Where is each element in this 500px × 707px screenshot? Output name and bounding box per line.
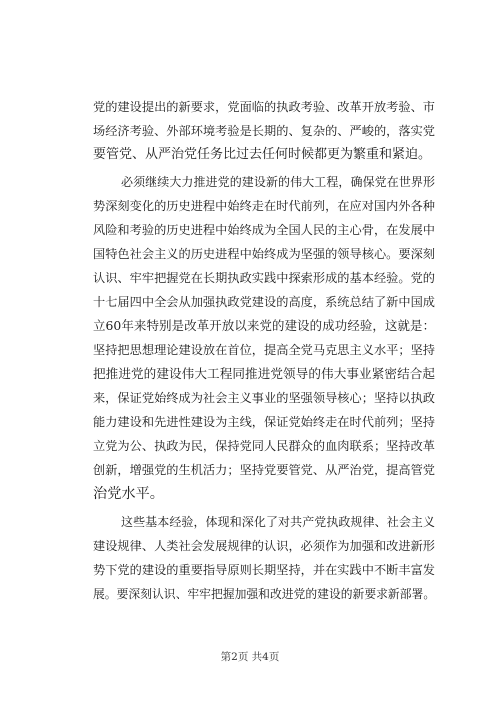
paragraph-2-line-4: 国特色社会主义的历史进程中始终成为坚强的领导核心。要深刻 [93,247,435,261]
paragraph-2-line-1: 必须继续大力推进党的建设新的伟大工程，确保党在世界形 [121,175,435,189]
paragraph-2-line-13: 创新，增强党的生机活力；坚持党要管党、从严治党，提高管党 [93,463,435,477]
paragraph-2-line-11: 能力建设和先进性建设为主线，保证党始终走在时代前列；坚持 [93,415,435,429]
paragraph-1-line-2: 场经济考验、外部环境考验是长期的、复杂的、严峻的，落实党 [93,124,435,138]
paragraph-2-line-2: 势深刻变化的历史进程中始终走在时代前列，在应对国内外各种 [93,199,435,213]
paragraph-2-line-6: 十七届四中全会从加强执政党建设的高度，系统总结了新中国成 [93,295,435,309]
paragraph-3-line-3: 势下党的建设的重要指导原则长期坚持，并在实践中不断丰富发 [93,563,435,577]
paragraph-2-line-10: 来，保证党始终成为社会主义事业的坚强领导核心；坚持以执政 [93,391,435,405]
paragraph-2-line-5: 认识、牢牢把握党在长期执政实践中探索形成的基本经验。党的 [93,271,435,285]
paragraph-2-line-3: 风险和考验的历史进程中始终成为全国人民的主心骨，在发展中 [93,223,435,237]
paragraph-3-line-4: 展。要深刻认识、牢牢把握加强和改进党的建设的新要求新部署。 [93,587,436,601]
paragraph-3-line-2: 建设规律、人类社会发展规律的认识，必须作为加强和改进新形 [93,539,435,553]
paragraph-2-line-12: 立党为公、执政为民，保持党同人民群众的血肉联系；坚持改革 [93,439,435,453]
paragraph-2-line-7: 立60年来特别是改革开放以来党的建设的成功经验，这就是： [93,318,435,333]
page-number-footer: 第2页 共4页 [220,651,280,663]
paragraph-2-line-14: 治党水平。 [93,486,164,502]
paragraph-2-line-9: 把推进党的建设伟大工程同推进党领导的伟大事业紧密结合起 [93,366,435,381]
paragraph-2-line-8: 坚持把思想理论建设放在首位，提高全党马克思主义水平；坚持 [93,343,435,357]
paragraph-1-line-1: 党的建设提出的新要求，党面临的执政考验、改革开放考验、市 [93,100,435,114]
paragraph-3-line-1: 这些基本经验，体现和深化了对共产党执政规律、社会主义 [121,515,435,529]
paragraph-1-line-3: 要管党、从严治党任务比过去任何时候都更为繁重和紧迫。 [93,147,432,162]
